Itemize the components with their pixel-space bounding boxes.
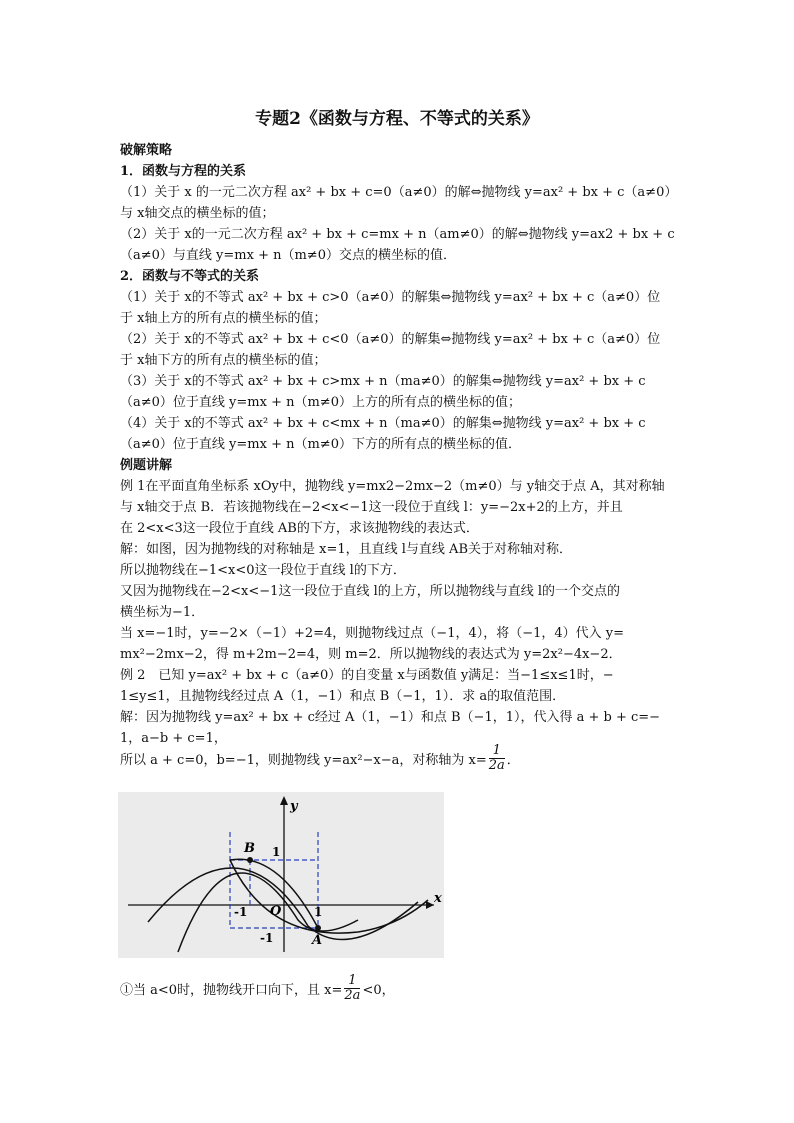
- x-axis-label: x: [434, 891, 442, 906]
- symmetry-axis-line: [120, 744, 680, 778]
- text-line: 当 x=−1时，y=−2×（−1）+2=4，则抛物线过点（−1，4），将（−1，4）代入 y=: [120, 626, 625, 641]
- tick-label-x-neg1: -1: [234, 905, 248, 919]
- document-body: [120, 140, 680, 749]
- text-line: （a≠0）与直线 y=mx + n（m≠0）交点的横坐标的值．: [120, 248, 456, 263]
- text-line: （3）关于 x的不等式 ax² + bx + c>mx + n（ma≠0）的解集⇔抛物线 y=ax² + bx + c: [120, 374, 646, 389]
- text-line: 解：因为抛物线 y=ax² + bx + c经过 A（1，−1）和点 B（−1，1），代入得 a + b + c=−: [120, 710, 661, 725]
- case-line: [120, 974, 680, 1008]
- y-axis-arrow-icon: [280, 796, 288, 805]
- parabola-figure: [118, 792, 444, 958]
- section-heading: 例题讲解: [120, 458, 173, 473]
- label-B: B: [244, 841, 255, 856]
- text-line: 与 x轴交于点 B．若该抛物线在−2<x<−1这一段位于直线 l：y=−2x+2的上方，并且: [120, 500, 623, 515]
- case-prefix: ①当 a<0时，抛物线开口向下，且 x=: [120, 983, 343, 998]
- y-axis-label: y: [290, 799, 298, 814]
- text-line: 例 2 已知 y=ax² + bx + c（a≠0）的自变量 x与函数值 y满足：当−1≤x≤1时，−: [120, 668, 614, 683]
- text-line: （1）关于 x的不等式 ax² + bx + c>0（a≠0）的解集⇔抛物线 y=ax² + bx + c（a≠0）位: [120, 290, 661, 305]
- text-line: 与 x轴交点的横坐标的值；: [120, 206, 275, 221]
- x-axis-arrow-icon: [426, 901, 434, 909]
- text-line: （2）关于 x的不等式 ax² + bx + c<0（a≠0）的解集⇔抛物线 y=ax² + bx + c（a≠0）位: [120, 332, 661, 347]
- section-heading: 1．函数与方程的关系: [120, 164, 247, 179]
- case-fraction: [344, 974, 360, 1003]
- tick-label-y-neg1: -1: [260, 931, 274, 945]
- tick-label-x-1: 1: [314, 905, 323, 919]
- text-line: 解：如图，因为抛物线的对称轴是 x=1，且直线 l与直线 AB关于对称轴对称．: [120, 542, 572, 557]
- fraction: [489, 744, 505, 773]
- text-line: （4）关于 x的不等式 ax² + bx + c<mx + n（ma≠0）的解集⇔抛物线 y=ax² + bx + c: [120, 416, 646, 431]
- case-fraction-numerator: 1: [344, 974, 360, 989]
- text-line: 1≤y≤1，且抛物线经过点 A（1，−1）和点 B（−1，1）．求 a的取值范围．: [120, 689, 566, 704]
- case-fraction-denominator: 2a: [344, 988, 361, 1003]
- symmetry-axis-prefix: 所以 a + c=0，b=−1，则抛物线 y=ax²−x−a，对称轴为 x=: [120, 753, 487, 768]
- point-B: [247, 857, 253, 863]
- point-A: [315, 925, 321, 931]
- fraction-numerator: 1: [489, 744, 505, 759]
- text-line: （a≠0）位于直线 y=mx + n（m≠0）上方的所有点的横坐标的值；: [120, 395, 521, 410]
- text-line: 1，a−b + c=1，: [120, 731, 227, 746]
- text-line: 又因为抛物线在−2<x<−1这一段位于直线 l的上方，所以抛物线与直线 l的一个交点的: [120, 584, 621, 599]
- parabola-graph: [118, 792, 444, 958]
- section-heading: 破解策略: [120, 143, 173, 158]
- case-suffix: <0，: [362, 983, 395, 998]
- label-A: A: [312, 933, 323, 948]
- section-heading: 2．函数与不等式的关系: [120, 269, 260, 284]
- curve-4: [230, 860, 428, 933]
- tick-label-y-1: 1: [272, 845, 281, 859]
- text-line: （1）关于 x 的一元二次方程 ax² + bx + c=0（a≠0）的解⇔抛物线 y=ax² + bx + c（a≠0）: [120, 185, 678, 200]
- fraction-denominator: 2a: [488, 758, 505, 773]
- text-line: 在 2<x<3这一段位于直线 AB的下方，求该抛物线的表达式．: [120, 521, 479, 536]
- text-line: （2）关于 x的一元二次方程 ax² + bx + c=mx + n（am≠0）的解⇔抛物线 y=ax2 + bx + c: [120, 227, 675, 242]
- text-line: 横坐标为−1．: [120, 605, 205, 620]
- text-line: mx²−2mx−2，得 m+2m−2=4，则 m=2．所以抛物线的表达式为 y=2x²−4x−2．: [120, 647, 622, 662]
- text-line: 所以抛物线在−1<x<0这一段位于直线 l的下方．: [120, 563, 406, 578]
- text-line: 于 x轴下方的所有点的横坐标的值；: [120, 353, 327, 368]
- symmetry-axis-suffix: ．: [506, 753, 520, 768]
- text-line: 于 x轴上方的所有点的横坐标的值；: [120, 311, 327, 326]
- text-line: 例 1在平面直角坐标系 xOy中，抛物线 y=mx2−2mx−2（m≠0）与 y轴交于点 A，其对称轴: [120, 479, 665, 494]
- text-line: （a≠0）位于直线 y=mx + n（m≠0）下方的所有点的横坐标的值．: [120, 437, 521, 452]
- label-O: O: [270, 904, 282, 919]
- page-title: 专题2《函数与方程、不等式的关系》: [255, 109, 539, 129]
